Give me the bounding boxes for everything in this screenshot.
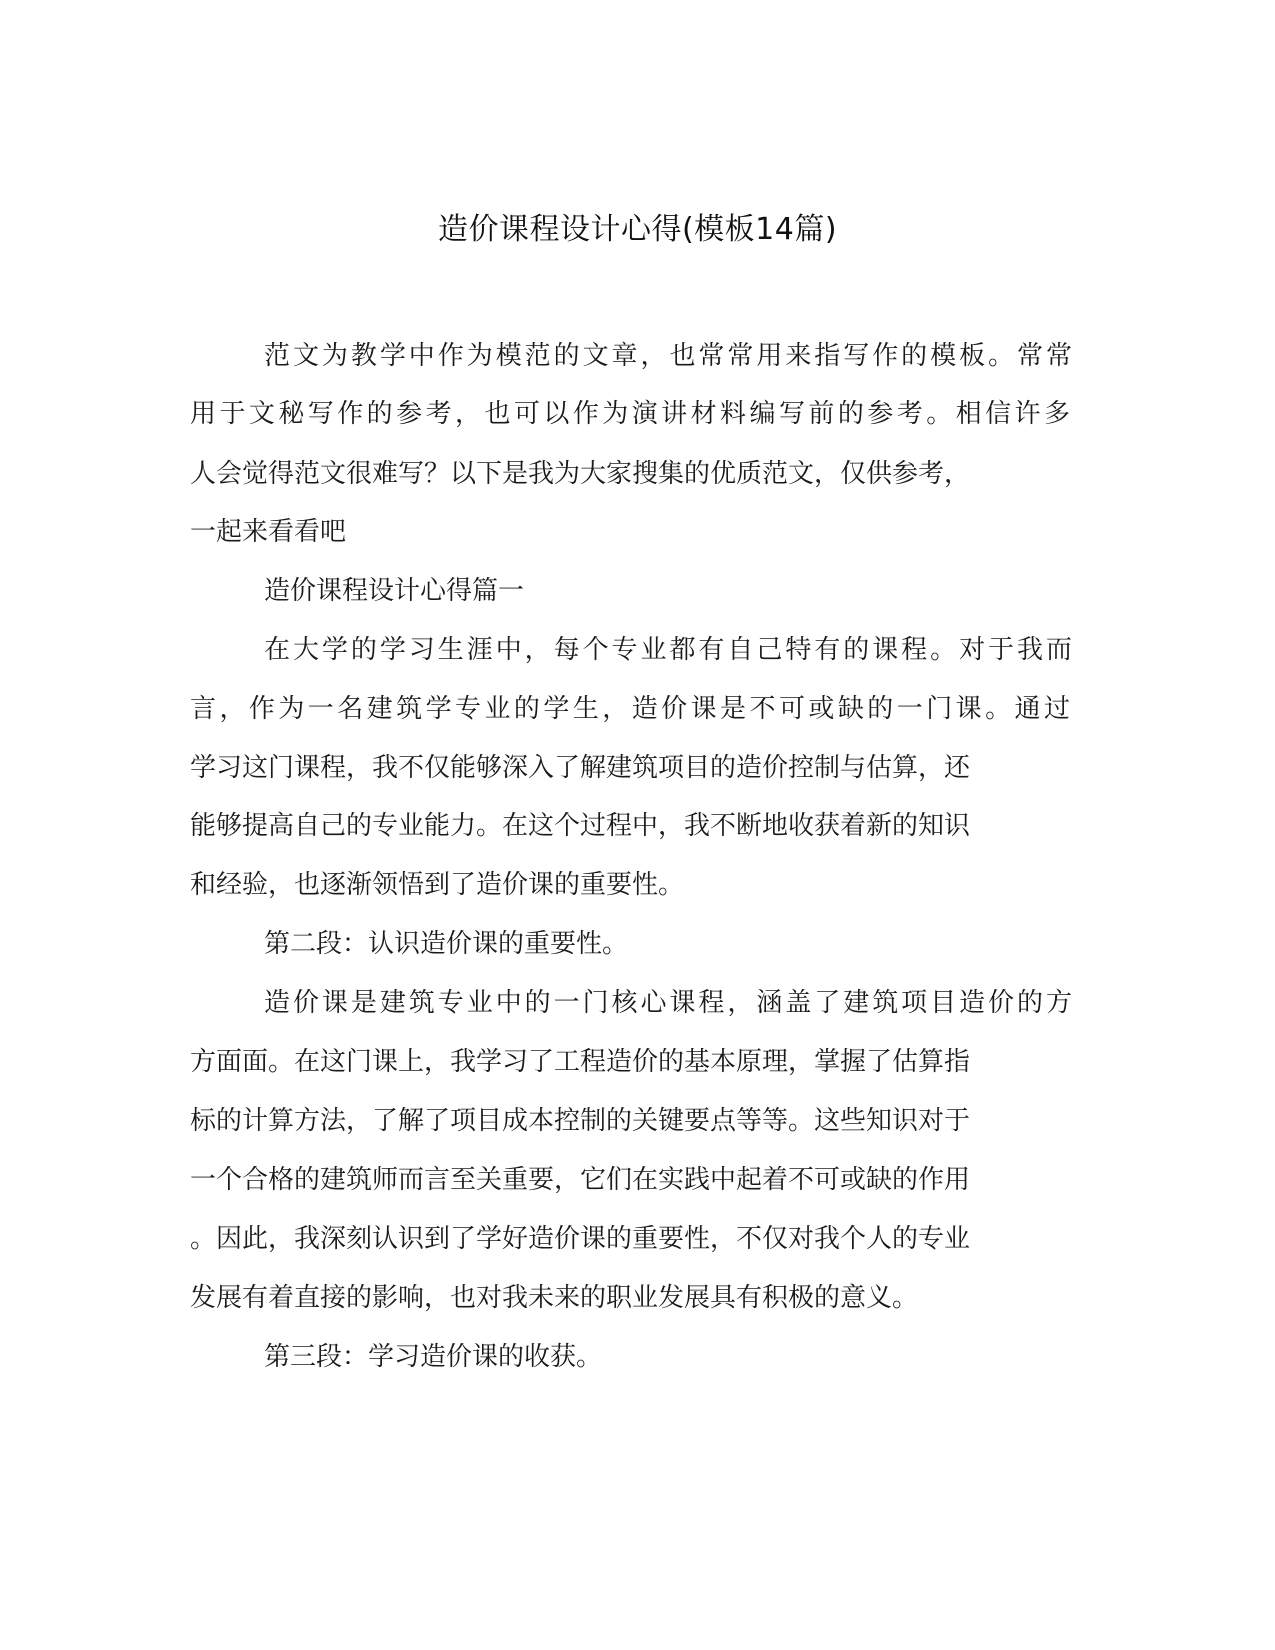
para1-line-3: 学习这门课程，我不仅能够深入了解建筑项目的造价控制与估算，还	[190, 753, 971, 783]
intro-line-3: 人会觉得范文很难写？以下是我为大家搜集的优质范文，仅供参考，	[190, 459, 971, 489]
para2-line-2: 方面面。在这门课上，我学习了工程造价的基本原理，掌握了估算指	[190, 1047, 971, 1077]
para1-line-1: 在大学的学习生涯中，每个专业都有自己特有的课程。对于我而	[264, 635, 1072, 665]
section-heading: 造价课程设计心得篇一	[264, 576, 525, 606]
part3-heading: 第三段：学习造价课的收获。	[264, 1342, 603, 1372]
para1-line-4: 能够提高自己的专业能力。在这个过程中，我不断地收获着新的知识	[190, 811, 971, 841]
document-title: 造价课程设计心得(模板14篇)	[437, 212, 838, 247]
para2-line-6: 发展有着直接的影响，也对我未来的职业发展具有积极的意义。	[190, 1283, 919, 1313]
para2-line-4: 一个合格的建筑师而言至关重要，它们在实践中起着不可或缺的作用	[190, 1165, 971, 1195]
para1-line-5: 和经验，也逐渐领悟到了造价课的重要性。	[190, 870, 685, 900]
para2-line-1: 造价课是建筑专业中的一门核心课程，涵盖了建筑项目造价的方	[264, 988, 1072, 1018]
intro-line-4: 一起来看看吧	[190, 517, 347, 547]
para2-line-5: 。因此，我深刻认识到了学好造价课的重要性，不仅对我个人的专业	[190, 1224, 971, 1254]
part2-heading: 第二段：认识造价课的重要性。	[264, 929, 629, 959]
para2-line-3: 标的计算方法，了解了项目成本控制的关键要点等等。这些知识对于	[190, 1106, 971, 1136]
para1-line-2: 言，作为一名建筑学专业的学生，造价课是不可或缺的一门课。通过	[190, 694, 1070, 724]
intro-line-2: 用于文秘写作的参考，也可以作为演讲材料编写前的参考。相信许多	[190, 399, 1070, 429]
intro-line-1: 范文为教学中作为模范的文章，也常常用来指写作的模板。常常	[264, 341, 1072, 371]
